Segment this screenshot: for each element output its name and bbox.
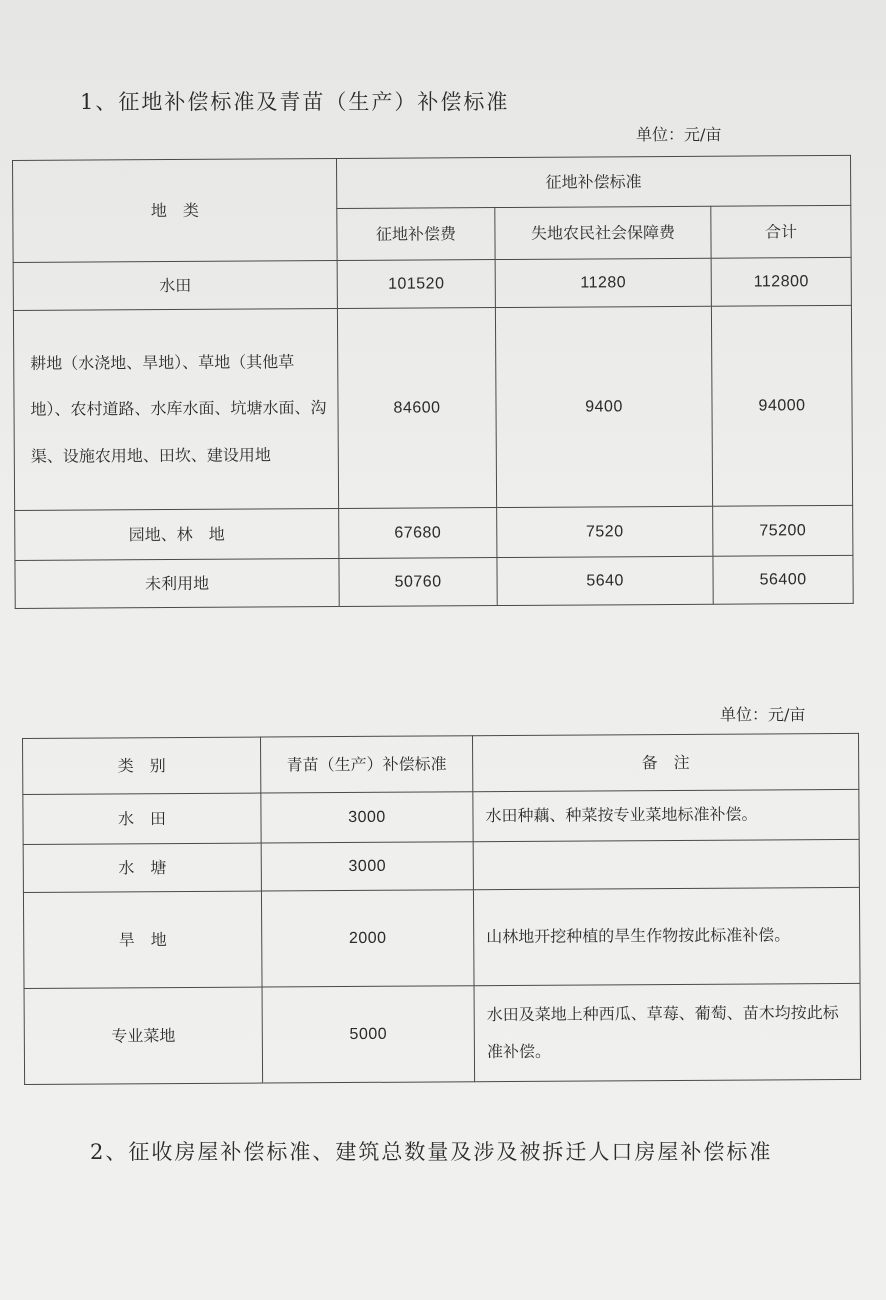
standard-cell: 5000	[262, 986, 475, 1083]
fee-cell: 84600	[337, 308, 496, 509]
table-row	[15, 505, 853, 560]
standard-cell: 2000	[261, 890, 474, 987]
table-header-row	[13, 155, 851, 210]
land-type-cell: 水田	[13, 261, 337, 311]
note-cell: 水田种藕、种菜按专业菜地标准补偿。	[473, 789, 859, 841]
land-type-cell: 未利用地	[15, 559, 339, 609]
compensation-group-header: 征地补偿标准	[336, 155, 850, 208]
fee-cell: 101520	[337, 260, 495, 309]
social-security-cell: 9400	[495, 306, 712, 507]
table-row	[13, 305, 852, 510]
total-header: 合计	[711, 205, 851, 258]
note-cell: 水田及菜地上种西瓜、草莓、葡萄、苗木均按此标准补偿。	[474, 983, 861, 1081]
social-security-cell: 11280	[495, 258, 711, 307]
crops-unit: 单位：元/亩	[720, 705, 806, 724]
crops-compensation-table	[22, 733, 861, 1085]
social-security-cell: 5640	[497, 556, 713, 605]
land-type-cell: 园地、林 地	[15, 509, 339, 561]
social-security-cell: 7520	[497, 506, 713, 557]
table-header-row	[23, 733, 859, 794]
total-cell: 112800	[711, 257, 851, 306]
fee-cell: 50760	[339, 558, 497, 607]
section1-unit: 单位：元/亩	[636, 125, 722, 144]
table-row	[13, 257, 851, 310]
section2-title: 2、征收房屋补偿标准、建筑总数量及涉及被拆迁人口房屋补偿标准	[90, 1140, 773, 1164]
category-cell: 旱 地	[23, 891, 262, 988]
category-cell: 水 田	[23, 793, 261, 844]
table-row	[24, 983, 861, 1084]
category-header: 类 别	[23, 737, 261, 794]
note-cell: 山林地开挖种植的旱生作物按此标准补偿。	[473, 887, 860, 985]
social-security-header: 失地农民社会保障费	[495, 206, 711, 259]
fee-header: 征地补偿费	[337, 208, 495, 261]
total-cell: 75200	[713, 505, 853, 556]
standard-cell: 3000	[261, 792, 473, 843]
land-compensation-table	[12, 155, 854, 609]
total-cell: 94000	[711, 305, 852, 506]
table-row	[23, 887, 860, 988]
category-cell: 专业菜地	[24, 987, 263, 1084]
note-cell	[473, 839, 859, 889]
land-type-header: 地 类	[13, 159, 338, 263]
table-row	[23, 839, 859, 892]
section1-title: 1、征地补偿标准及青苗（生产）补偿标准	[80, 90, 510, 114]
table-row	[15, 555, 853, 608]
standard-header: 青苗（生产）补偿标准	[260, 736, 472, 793]
total-cell: 56400	[713, 555, 853, 604]
fee-cell: 67680	[339, 508, 497, 559]
note-header: 备 注	[472, 733, 858, 791]
category-cell: 水 塘	[23, 843, 261, 892]
land-type-cell: 耕地（水浇地、旱地）、草地（其他草地）、农村道路、水库水面、坑塘水面、沟渠、设施农用地、田坎、建设用地	[13, 309, 338, 511]
standard-cell: 3000	[261, 842, 473, 891]
table-row	[23, 789, 859, 844]
